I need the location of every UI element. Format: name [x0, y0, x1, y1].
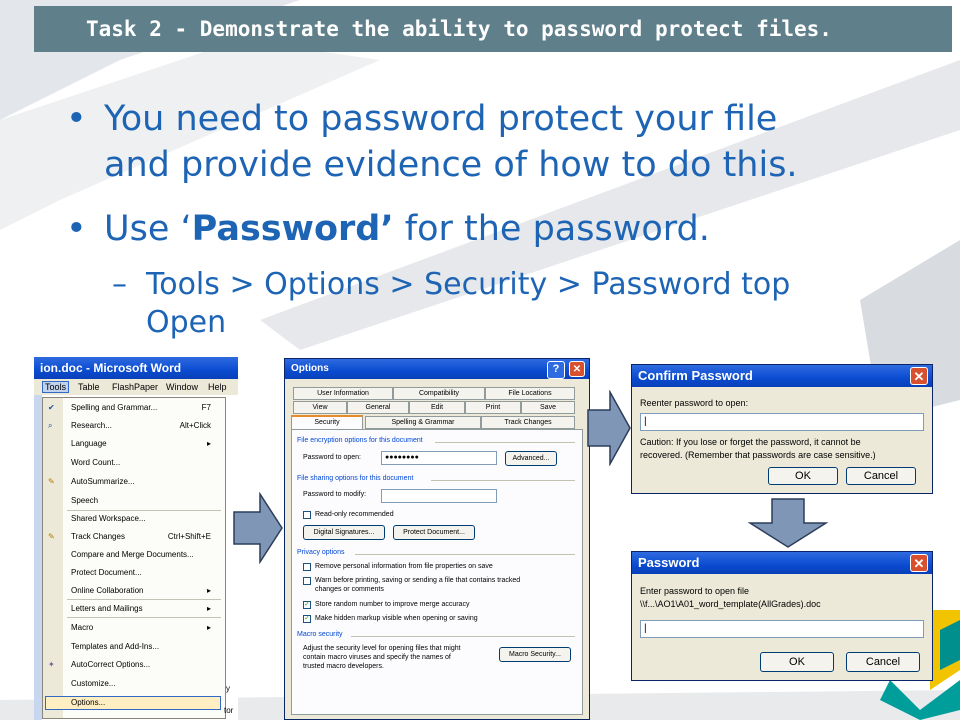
macro-text-1: Adjust the security level for opening files that might: [303, 645, 461, 652]
menu-item-letters-mailings[interactable]: [71, 604, 143, 613]
password-open-value: ●●●●●●●●: [385, 454, 419, 461]
password-prompt-2: \\f...\AO1\A01_word_template(AllGrades).doc: [640, 599, 821, 609]
menu-separator: [67, 510, 221, 511]
tab-edit[interactable]: Edit: [409, 401, 465, 414]
spelling-icon: ✔: [48, 403, 55, 412]
password-modify-label: Password to modify:: [303, 491, 367, 498]
password-dialog: [631, 551, 933, 681]
menu-item-shortcut: F7: [201, 403, 211, 412]
track-changes-icon: ✎: [48, 532, 55, 541]
menu-item-macro[interactable]: [71, 623, 93, 632]
menu-item-templates[interactable]: [71, 642, 159, 651]
autosummarize-icon: ✎: [48, 477, 55, 486]
word-menubar: [34, 379, 238, 395]
menu-item-language[interactable]: [71, 439, 107, 448]
arrow-right-icon: [586, 390, 632, 466]
arrow-down-icon: [748, 497, 828, 549]
submenu-arrow-icon: ▸: [206, 623, 211, 632]
word-toolbar-strip: [34, 395, 42, 720]
menu-item-label: Macro: [71, 623, 94, 632]
submenu-arrow-icon: ▸: [206, 586, 211, 595]
confirm-cancel-button[interactable]: Cancel: [846, 467, 916, 485]
menu-item-protect-document[interactable]: [71, 568, 142, 577]
menu-separator: [67, 617, 221, 618]
word-title-bar: ion.doc - Microsoft Word: [34, 357, 238, 379]
menu-item-label: Compare and Merge Documents...: [71, 550, 194, 559]
menu-table[interactable]: Table: [78, 382, 100, 392]
digital-signatures-button[interactable]: Digital Signatures...: [303, 525, 385, 540]
menu-item-label: Letters and Mailings: [71, 604, 143, 613]
confirm-ok-button[interactable]: OK: [768, 467, 838, 485]
tab-compatibility[interactable]: Compatibility: [393, 387, 485, 400]
macro-header: Macro security: [297, 631, 343, 638]
menu-item-word-count[interactable]: [71, 458, 120, 467]
arrow-right-icon: [232, 492, 284, 564]
advanced-button[interactable]: Advanced...: [505, 451, 557, 466]
bullet-1-line1: You need to password protect your file: [104, 99, 778, 139]
password-title-bar: [632, 552, 932, 574]
autocorrect-icon: ✦: [48, 660, 55, 669]
side-text-1: y: [226, 684, 230, 693]
menu-item-label: Word Count...: [71, 458, 121, 467]
section-divider: [435, 442, 575, 443]
sharing-header: File sharing options for this document: [297, 475, 414, 482]
menu-item-label: AutoCorrect Options...: [71, 660, 151, 669]
privacy-option-4: Make hidden markup visible when opening or saving: [315, 615, 478, 622]
password-open-label: Password to open:: [303, 454, 361, 461]
privacy-option-3: Store random number to improve merge accuracy: [315, 601, 470, 608]
menu-item-label: Research...: [71, 421, 112, 430]
menu-item-track-changes[interactable]: [71, 532, 125, 541]
menu-item-research[interactable]: [71, 421, 112, 430]
close-icon[interactable]: ✕: [910, 367, 928, 385]
close-icon[interactable]: ✕: [910, 554, 928, 572]
menu-item-label: Online Collaboration: [71, 586, 144, 595]
tab-spelling-grammar[interactable]: Spelling & Grammar: [365, 416, 481, 429]
menu-item-label: Customize...: [71, 679, 116, 688]
menu-item-shortcut: Ctrl+Shift+E: [167, 532, 211, 541]
bullet-2: [66, 206, 710, 252]
confirm-title: Confirm Password: [638, 368, 753, 383]
readonly-checkbox[interactable]: [303, 511, 311, 519]
macro-text-2: contain macro viruses and specify the names of: [303, 654, 451, 661]
submenu-arrow-icon: ▸: [206, 604, 211, 613]
privacy-header: Privacy options: [297, 549, 345, 556]
menu-window[interactable]: Window: [166, 382, 199, 392]
sub-bullet-line1: Tools > Options > Security > Password top: [146, 267, 791, 302]
confirm-caution-1: Caution: If you lose or forget the password, it cannot be: [640, 437, 861, 447]
privacy-checkbox-2[interactable]: [303, 577, 311, 585]
section-divider: [355, 554, 575, 555]
password-prompt-1: Enter password to open file: [640, 586, 750, 596]
menu-separator: [67, 599, 221, 600]
menu-item-label: Language: [71, 439, 107, 448]
security-panel: [291, 429, 583, 715]
confirm-password-dialog: [631, 364, 933, 494]
menu-item-compare-merge[interactable]: [71, 550, 194, 559]
tools-menu: [42, 397, 226, 719]
bullet-dot: •: [66, 99, 87, 139]
confirm-prompt: Reenter password to open:: [640, 398, 749, 408]
readonly-label: Read-only recommended: [315, 511, 394, 518]
privacy-option-1: Remove personal information from file properties on save: [315, 563, 493, 570]
research-icon: ⌕: [48, 421, 53, 430]
section-divider: [351, 636, 575, 637]
options-title-bar: [285, 359, 589, 379]
menu-item-autosummarize[interactable]: [71, 477, 135, 486]
protect-document-button[interactable]: Protect Document...: [393, 525, 475, 540]
sub-bullet: [112, 266, 791, 342]
password-ok-button[interactable]: OK: [760, 652, 834, 672]
menu-item-speech[interactable]: [71, 496, 98, 505]
confirm-caution-2: recovered. (Remember that passwords are case sensitive.): [640, 450, 876, 460]
menu-item-shared-workspace[interactable]: [71, 514, 146, 523]
menu-item-label: Options...: [71, 698, 106, 707]
password-cancel-button[interactable]: Cancel: [846, 652, 920, 672]
menu-item-online-collaboration[interactable]: [71, 586, 144, 595]
bullet-2-suffix: for the password.: [393, 209, 710, 249]
privacy-checkbox-3[interactable]: ✓: [304, 601, 310, 608]
options-title: Options: [291, 363, 329, 374]
password-modify-field[interactable]: [381, 489, 497, 503]
bullet-1-line2: and provide evidence of how to do this.: [104, 145, 798, 185]
tab-save[interactable]: Save: [521, 401, 575, 414]
sub-bullet-line2: Open: [146, 305, 227, 340]
encryption-header: File encryption options for this document: [297, 437, 423, 444]
menu-item-shortcut: Alt+Click: [179, 421, 211, 430]
slide-title: Task 2 - Demonstrate the ability to password protect files.: [34, 6, 952, 52]
options-dialog: [284, 358, 590, 720]
menu-item-customize[interactable]: [71, 679, 115, 688]
menu-item-label: Spelling and Grammar...: [71, 403, 158, 412]
menu-flashpaper[interactable]: FlashPaper: [112, 382, 159, 392]
tab-general[interactable]: General: [347, 401, 409, 414]
side-text-2: tor: [224, 706, 234, 715]
tools-menu-icon-strip: [43, 398, 63, 718]
confirm-title-bar: [632, 365, 932, 387]
menu-item-options-label: [71, 698, 105, 707]
menu-item-autocorrect[interactable]: [71, 660, 150, 669]
tab-security[interactable]: Security: [291, 415, 363, 430]
tab-view[interactable]: View: [293, 401, 347, 414]
tab-user-information[interactable]: User Information: [293, 387, 393, 400]
tab-track-changes[interactable]: Track Changes: [481, 416, 575, 429]
menu-item-label: Templates and Add-Ins...: [71, 642, 160, 651]
macro-text-3: trusted macro developers.: [303, 663, 384, 670]
close-icon[interactable]: ✕: [569, 361, 585, 377]
bullet-dot: •: [66, 209, 87, 249]
privacy-checkbox-1[interactable]: [303, 563, 311, 571]
menu-item-label: Track Changes: [71, 532, 125, 541]
word-window: [34, 357, 238, 720]
menu-help[interactable]: Help: [208, 382, 227, 392]
macro-security-button[interactable]: Macro Security...: [499, 647, 571, 662]
password-open-field[interactable]: [381, 451, 497, 465]
password-title: Password: [638, 555, 700, 570]
section-divider: [431, 480, 575, 481]
privacy-checkbox-4[interactable]: ✓: [304, 615, 310, 622]
tab-print[interactable]: Print: [465, 401, 521, 414]
tab-file-locations[interactable]: File Locations: [485, 387, 575, 400]
menu-item-label: Shared Workspace...: [71, 514, 146, 523]
privacy-option-2: Warn before printing, saving or sending a file that contains tracked: [315, 577, 521, 584]
menu-item-label: Protect Document...: [71, 568, 142, 577]
confirm-password-field[interactable]: |: [640, 413, 924, 431]
menu-item-label: AutoSummarize...: [71, 477, 135, 486]
bullet-2-bold: Password’: [191, 209, 394, 249]
password-field[interactable]: |: [640, 620, 924, 638]
privacy-option-2-line2: changes or comments: [315, 586, 384, 593]
sub-bullet-dash: –: [112, 267, 127, 302]
help-button-icon[interactable]: ?: [547, 361, 565, 379]
menu-item-label: Speech: [71, 496, 99, 505]
menu-tools[interactable]: Tools: [42, 381, 69, 393]
bullet-1: [66, 96, 798, 188]
bullet-2-prefix: Use ‘: [104, 209, 192, 249]
submenu-arrow-icon: ▸: [206, 439, 211, 448]
